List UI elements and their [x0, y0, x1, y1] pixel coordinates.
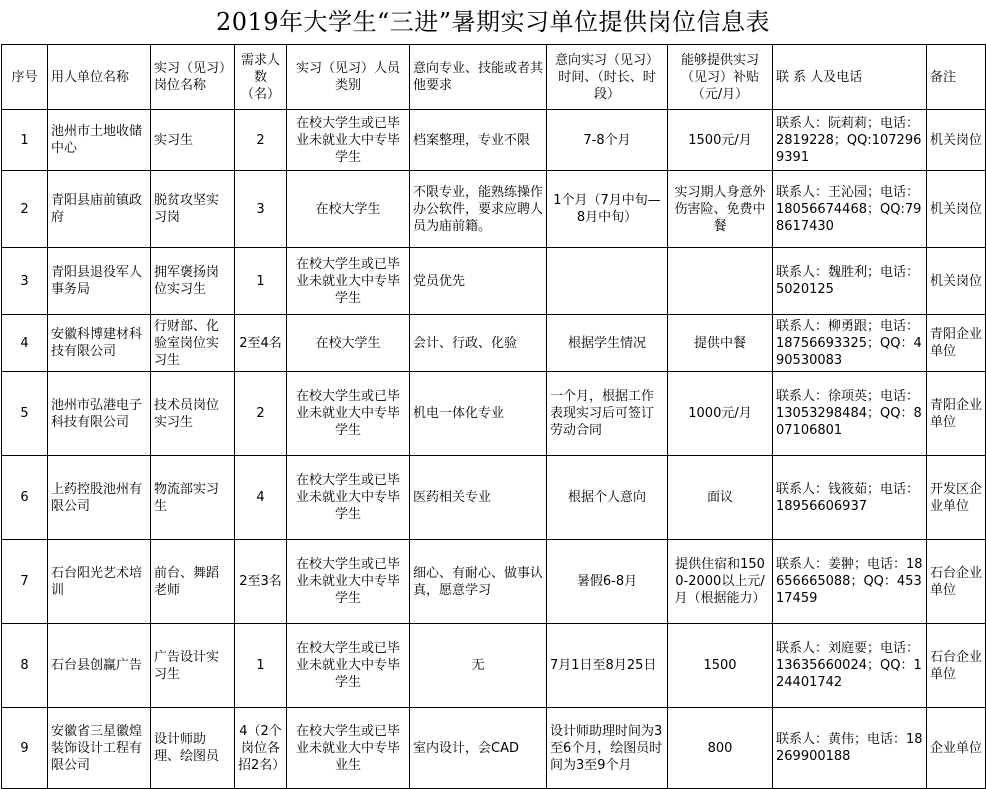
- cell-remarks: 青阳企业单位: [927, 315, 986, 372]
- header-demand: 需求人数（名）: [235, 45, 287, 110]
- cell-requirements: 医药相关专业: [410, 456, 547, 540]
- cell-position: 脱贫攻坚实习岗: [151, 171, 235, 248]
- cell-contact: 联系人：姜翀；电话：18656665088；QQ：45317459: [773, 540, 927, 624]
- cell-remarks: 石台企业单位: [927, 624, 986, 708]
- cell-subsidy: 800: [668, 708, 773, 789]
- header-row: [2, 45, 986, 110]
- cell-contact: 联系人：钱筱茹；电话：18956606937: [773, 456, 927, 540]
- cell-position: 设计师助理、绘图员: [151, 708, 235, 789]
- table-body: [2, 110, 986, 789]
- cell-remarks: 开发区企业单位: [927, 456, 986, 540]
- header-index: 序号: [2, 45, 48, 110]
- cell-contact: 联系人：黄伟；电话：18269900188: [773, 708, 927, 789]
- cell-employer: 池州市土地收储中心: [48, 110, 151, 171]
- cell-subsidy: 提供住宿和1500-2000以上元/月（根据能力）: [668, 540, 773, 624]
- cell-employer: 安徽省三星徽煌装饰设计工程有限公司: [48, 708, 151, 789]
- cell-subsidy: [668, 248, 773, 315]
- header-subsidy: 能够提供实习（见习）补贴（元/月）: [668, 45, 773, 110]
- cell-time: [547, 248, 668, 315]
- table-row: [2, 315, 986, 372]
- cell-demand: 1: [235, 624, 287, 708]
- cell-contact: 联系人：阮莉莉；电话：2819228；QQ:1072969391: [773, 110, 927, 171]
- cell-time: 1个月（7月中旬—8月中旬）: [547, 171, 668, 248]
- table-row: [2, 171, 986, 248]
- cell-requirements: 无: [410, 624, 547, 708]
- cell-requirements: 党员优先: [410, 248, 547, 315]
- table-row: [2, 708, 986, 789]
- cell-category: 在校大学生或已毕业未就业大中专毕学生: [287, 248, 410, 315]
- cell-position: 行财部、化验室岗位实习生: [151, 315, 235, 372]
- cell-position: 技术员岗位实习生: [151, 372, 235, 456]
- cell-demand: 2至4名: [235, 315, 287, 372]
- cell-demand: 2至3名: [235, 540, 287, 624]
- cell-position: 实习生: [151, 110, 235, 171]
- table-row: [2, 110, 986, 171]
- cell-category: 在校大学生或已毕业未就业大中专毕学生: [287, 624, 410, 708]
- cell-category: 在校大学生: [287, 171, 410, 248]
- cell-time: 根据个人意向: [547, 456, 668, 540]
- cell-index: 7: [2, 540, 48, 624]
- table-row: [2, 372, 986, 456]
- cell-employer: 石台阳光艺术培训: [48, 540, 151, 624]
- cell-position: 拥军褒扬岗位实习生: [151, 248, 235, 315]
- cell-contact: 联系人：王沁园；电话：18056674468；QQ:798617430: [773, 171, 927, 248]
- cell-index: 2: [2, 171, 48, 248]
- cell-employer: 上药控股池州有限公司: [48, 456, 151, 540]
- header-requirements: 意向专业、技能或者其他要求: [410, 45, 547, 110]
- cell-contact: 联系人：魏胜利；电话：5020125: [773, 248, 927, 315]
- cell-position: 广告设计实习生: [151, 624, 235, 708]
- cell-index: 3: [2, 248, 48, 315]
- cell-position: 物流部实习生: [151, 456, 235, 540]
- cell-time: 一个月，根据工作表现实习后可签订劳动合同: [547, 372, 668, 456]
- cell-remarks: 机关岗位: [927, 248, 986, 315]
- cell-position: 前台、舞蹈老师: [151, 540, 235, 624]
- cell-category: 在校大学生或已毕业未就业大中专毕学生: [287, 540, 410, 624]
- table-row: [2, 624, 986, 708]
- cell-index: 4: [2, 315, 48, 372]
- cell-employer: 池州市弘港电子科技有限公司: [48, 372, 151, 456]
- header-position: 实习（见习）岗位名称: [151, 45, 235, 110]
- cell-index: 8: [2, 624, 48, 708]
- cell-subsidy: 1000元/月: [668, 372, 773, 456]
- cell-demand: 3: [235, 171, 287, 248]
- cell-contact: 联系人：柳勇跟；电话：18756693325；QQ：490530083: [773, 315, 927, 372]
- cell-category: 在校大学生或已毕业未就业大中专毕业生: [287, 708, 410, 789]
- cell-employer: 青阳县退役军人事务局: [48, 248, 151, 315]
- table-row: [2, 540, 986, 624]
- cell-contact: 联系人：徐项英；电话：13053298484；QQ：807106801: [773, 372, 927, 456]
- cell-demand: 4（2个岗位各招2名）: [235, 708, 287, 789]
- cell-index: 9: [2, 708, 48, 789]
- cell-time: 7月1日至8月25日: [547, 624, 668, 708]
- cell-requirements: 细心、有耐心、做事认真，愿意学习: [410, 540, 547, 624]
- cell-contact: 联系人：刘庭要；电话：13635660024；QQ：124401742: [773, 624, 927, 708]
- header-category: 实习（见习）人员类别: [287, 45, 410, 110]
- header-employer: 用人单位名称: [48, 45, 151, 110]
- cell-requirements: 室内设计，会CAD: [410, 708, 547, 789]
- cell-time: 7-8个月: [547, 110, 668, 171]
- header-remarks: 备注: [927, 45, 986, 110]
- cell-subsidy: 实习期人身意外伤害险、免费中餐: [668, 171, 773, 248]
- cell-remarks: 青阳企业单位: [927, 372, 986, 456]
- cell-demand: 2: [235, 110, 287, 171]
- table-row: [2, 456, 986, 540]
- cell-category: 在校大学生或已毕业未就业大中专毕学生: [287, 372, 410, 456]
- cell-time: 根据学生情况: [547, 315, 668, 372]
- cell-category: 在校大学生: [287, 315, 410, 372]
- cell-subsidy: 1500: [668, 624, 773, 708]
- cell-index: 6: [2, 456, 48, 540]
- cell-employer: 石台县创赢广告: [48, 624, 151, 708]
- internship-table: [1, 44, 986, 789]
- cell-index: 1: [2, 110, 48, 171]
- cell-employer: 安徽科博建材科技有限公司: [48, 315, 151, 372]
- cell-remarks: 石台企业单位: [927, 540, 986, 624]
- table-row: [2, 248, 986, 315]
- cell-time: 设计师助理时间为3至6个月，绘图员时间为3至9个月: [547, 708, 668, 789]
- page-title: 2019年大学生“三进”暑期实习单位提供岗位信息表: [215, 8, 771, 36]
- cell-subsidy: 面议: [668, 456, 773, 540]
- cell-category: 在校大学生或已毕业未就业大中专毕学生: [287, 110, 410, 171]
- cell-requirements: 档案整理，专业不限: [410, 110, 547, 171]
- header-contact: 联 系 人及电话: [773, 45, 927, 110]
- cell-remarks: 企业单位: [927, 708, 986, 789]
- cell-employer: 青阳县庙前镇政府: [48, 171, 151, 248]
- cell-requirements: 不限专业，能熟练操作办公软件，要求应聘人员为庙前籍。: [410, 171, 547, 248]
- cell-time: 暑假6-8月: [547, 540, 668, 624]
- cell-demand: 4: [235, 456, 287, 540]
- cell-subsidy: 1500元/月: [668, 110, 773, 171]
- cell-remarks: 机关岗位: [927, 171, 986, 248]
- cell-requirements: 会计、行政、化验: [410, 315, 547, 372]
- cell-remarks: 机关岗位: [927, 110, 986, 171]
- cell-category: 在校大学生或已毕业未就业大中专毕学生: [287, 456, 410, 540]
- cell-demand: 2: [235, 372, 287, 456]
- cell-requirements: 机电一体化专业: [410, 372, 547, 456]
- cell-subsidy: 提供中餐: [668, 315, 773, 372]
- header-time: 意向实习（见习）时间、（时长、时段）: [547, 45, 668, 110]
- cell-demand: 1: [235, 248, 287, 315]
- cell-index: 5: [2, 372, 48, 456]
